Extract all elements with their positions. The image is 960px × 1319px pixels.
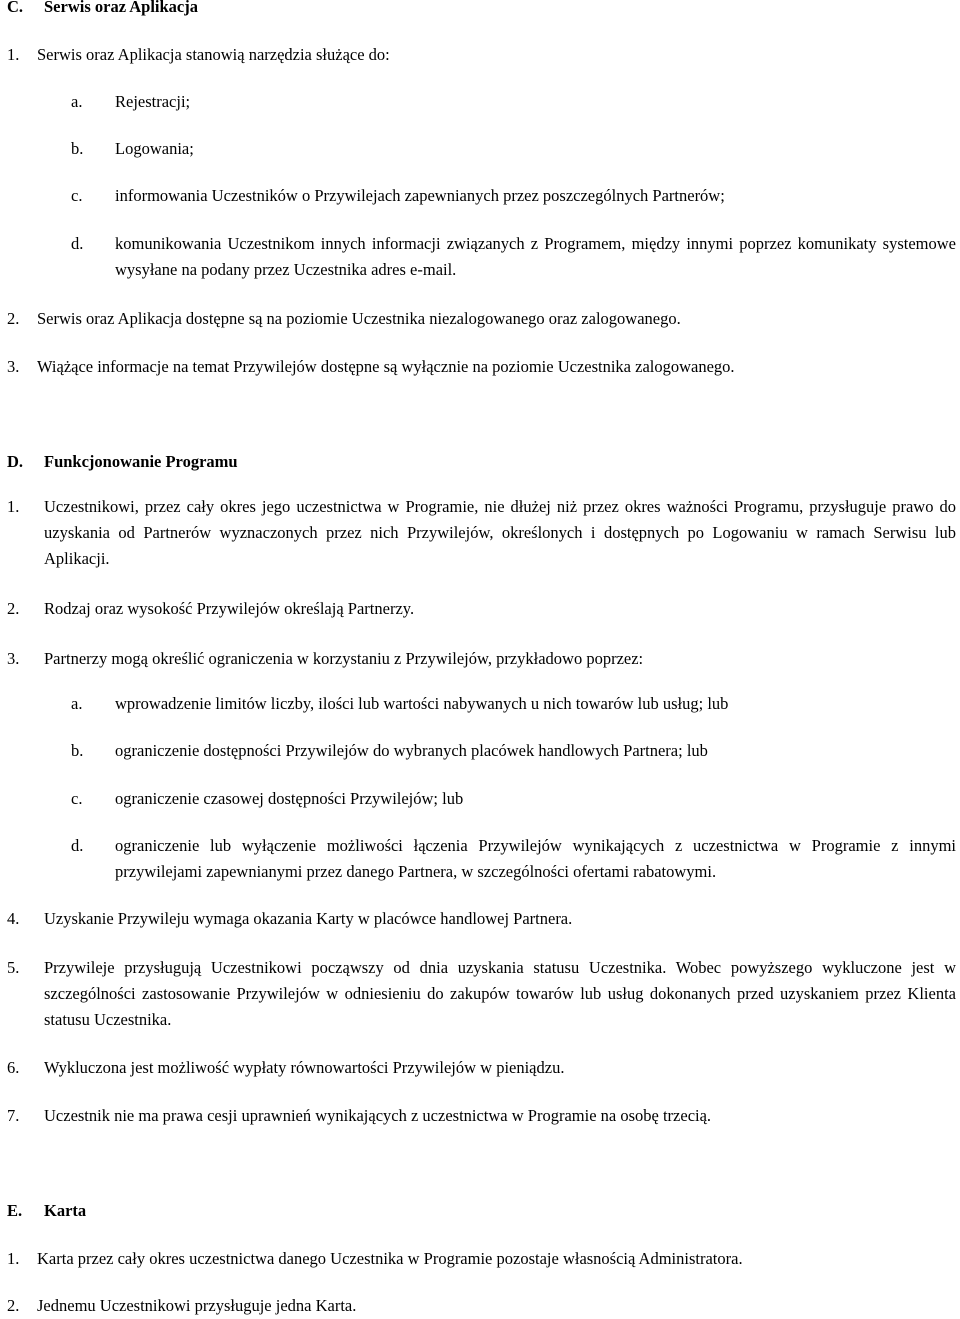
- c-p2-text: Serwis oraz Aplikacja dostępne są na poziomie Uczestnika niezalogowanego oraz zalogowanego.: [37, 309, 681, 328]
- d-item-a-letter: a.: [71, 694, 83, 713]
- e-p1-number: 1.: [7, 1249, 20, 1268]
- c-p3-text: Wiążące informacje na temat Przywilejów dostępne są wyłącznie na poziomie Uczestnika zalogowanego.: [37, 357, 735, 376]
- section-d-letter: D.: [7, 452, 24, 471]
- d-item-d-text: ograniczenie lub wyłączenie możliwości łączenia Przywilejów wynikających z uczestnictwa w Programie z innymi przywilejami zapewnianymi przez danego Partnera, w szczególności ofertami rabatowymi.: [115, 836, 956, 881]
- section-c-title: Serwis oraz Aplikacja: [44, 0, 198, 16]
- c-item-a-text: Rejestracji;: [115, 92, 191, 111]
- c-item-c-text: informowania Uczestników o Przywilejach zapewnianych przez poszczególnych Partnerów;: [115, 186, 725, 205]
- d-p1-number: 1.: [7, 497, 20, 516]
- c-item-d-letter: d.: [71, 234, 84, 253]
- c-item-c-letter: c.: [71, 186, 83, 205]
- d-p2-text: Rodzaj oraz wysokość Przywilejów określają Partnerzy.: [44, 599, 415, 618]
- section-d-title: Funkcjonowanie Programu: [44, 452, 238, 471]
- d-p6-text: Wykluczona jest możliwość wypłaty równowartości Przywilejów w pieniądzu.: [44, 1058, 565, 1077]
- section-e-title: Karta: [44, 1201, 87, 1220]
- d-p7-number: 7.: [7, 1106, 20, 1125]
- c-p3-number: 3.: [7, 357, 20, 376]
- c-p2-number: 2.: [7, 309, 20, 328]
- d-p4-text: Uzyskanie Przywileju wymaga okazania Karty w placówce handlowej Partnera.: [44, 909, 573, 928]
- d-item-b-text: ograniczenie dostępności Przywilejów do wybranych placówek handlowych Partnera; lub: [115, 741, 708, 760]
- d-p5-text: Przywileje przysługują Uczestnikowi począwszy od dnia uzyskania statusu Uczestnika. Wobec powyższego wykluczone jest w szczególności zastosowanie Przywilejów w odniesieniu do zakupów towarów lub usług dokonanych przed uzyskaniem przez Klienta statusu Uczestnika.: [44, 958, 956, 1029]
- d-p2-number: 2.: [7, 599, 20, 618]
- d-item-d-letter: d.: [71, 836, 84, 855]
- d-p5-number: 5.: [7, 958, 20, 977]
- d-item-c-letter: c.: [71, 789, 83, 808]
- c-p1-number: 1.: [7, 45, 20, 64]
- d-item-c-text: ograniczenie czasowej dostępności Przywilejów; lub: [115, 789, 464, 808]
- c-item-b-letter: b.: [71, 139, 84, 158]
- d-item-a-text: wprowadzenie limitów liczby, ilości lub wartości nabywanych u nich towarów lub usług; lub: [115, 694, 729, 713]
- e-p1-text: Karta przez cały okres uczestnictwa danego Uczestnika w Programie pozostaje własnością Administratora.: [37, 1249, 743, 1268]
- d-p7-text: Uczestnik nie ma prawa cesji uprawnień wynikających z uczestnictwa w Programie na osobę trzecią.: [44, 1106, 712, 1125]
- section-c-letter: C.: [7, 0, 24, 16]
- d-item-b-letter: b.: [71, 741, 84, 760]
- section-e-letter: E.: [7, 1201, 23, 1220]
- d-p3-number: 3.: [7, 649, 20, 668]
- c-item-b-text: Logowania;: [115, 139, 194, 158]
- c-p1-text: Serwis oraz Aplikacja stanowią narzędzia służące do:: [37, 45, 390, 64]
- d-p4-number: 4.: [7, 909, 20, 928]
- d-p1-text: Uczestnikowi, przez cały okres jego uczestnictwa w Programie, nie dłużej niż przez okres ważności Programu, przysługuje prawo do uzyskania od Partnerów wyznaczonych przez nich Przywilejów, określonych i dostępnych po Logowaniu w ramach Serwisu lub Aplikacji.: [44, 497, 956, 568]
- d-p3-text: Partnerzy mogą określić ograniczenia w korzystaniu z Przywilejów, przykładowo poprzez:: [44, 649, 644, 668]
- e-p2-number: 2.: [7, 1296, 20, 1315]
- c-item-a-letter: a.: [71, 92, 83, 111]
- c-item-d-text: komunikowania Uczestnikom innych informacji związanych z Programem, między innymi poprzez komunikaty systemowe wysyłane na podany przez Uczestnika adres e-mail.: [115, 234, 956, 279]
- d-p6-number: 6.: [7, 1058, 20, 1077]
- e-p2-text: Jednemu Uczestnikowi przysługuje jedna Karta.: [37, 1296, 357, 1315]
